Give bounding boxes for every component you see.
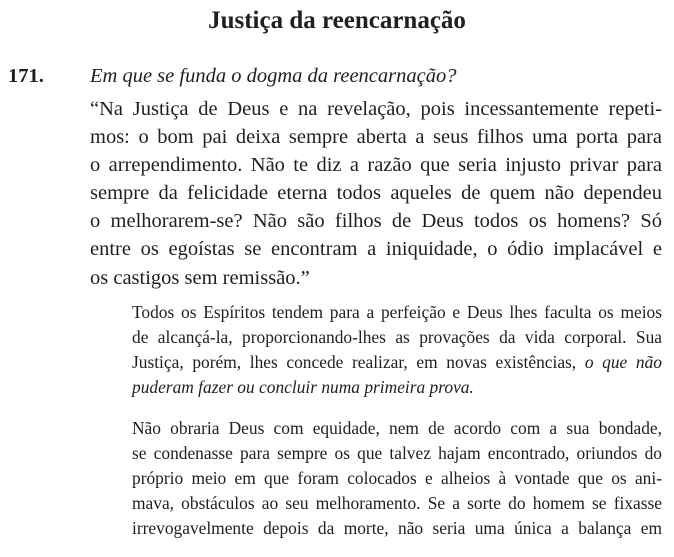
commentary-line: se condenasse para sempre os que talvez hajam encontrado, oriundos do <box>132 443 662 464</box>
question-text: Em que se funda o dogma da reencarnação? <box>90 65 457 87</box>
question-number: 171. <box>8 65 44 87</box>
answer-line: “Na Justiça de Deus e na revelação, pois incessantemente repeti- <box>90 98 662 120</box>
section-title: Justiça da reencarnação <box>208 7 466 34</box>
answer-line: entre os egoístas se encontram a iniquidade, o ódio implacável e <box>90 238 662 261</box>
commentary-line: irrevogavelmente depois da morte, não seria uma única a balança em <box>132 518 662 539</box>
commentary-line <box>132 350 662 375</box>
answer-line: os castigos sem remissão.” <box>90 266 310 289</box>
commentary-paragraph-2 <box>132 416 662 541</box>
commentary-paragraph-1 <box>132 300 662 400</box>
answer-line: sempre da felicidade eterna todos aqueles de quem não dependeu <box>90 182 662 205</box>
commentary-emphasis: o que não <box>584 352 662 373</box>
answer-line: o melhorarem-se? Não são filhos de Deus todos os homens? Só <box>90 210 662 233</box>
answer-line: mos: o bom pai deixa sempre aberta a seus filhos uma porta para <box>90 126 662 149</box>
commentary-emphasis-line: puderam fazer ou concluir numa primeira prova. <box>132 377 474 398</box>
commentary-line: mava, obstáculos ao seu melhoramento. Se a sorte do homem se fixasse <box>132 493 662 514</box>
commentary-line: Não obraria Deus com equidade, nem de acordo com a sua bondade, <box>132 418 662 438</box>
commentary-text: Justiça, porém, lhes concede realizar, em novas existências, <box>132 352 577 373</box>
commentary-line: de alcançá-la, proporcionando-lhes as provações da vida corporal. Sua <box>132 327 662 348</box>
answer-paragraph <box>90 95 662 292</box>
commentary-line: próprio meio em que foram colocados e alheios à vontade que os ani- <box>132 468 662 489</box>
commentary-line: Todos os Espíritos tendem para a perfeição e Deus lhes faculta os meios <box>132 302 662 322</box>
answer-line: o arrependimento. Não te diz a razão que seria injusto privar para <box>90 154 662 177</box>
